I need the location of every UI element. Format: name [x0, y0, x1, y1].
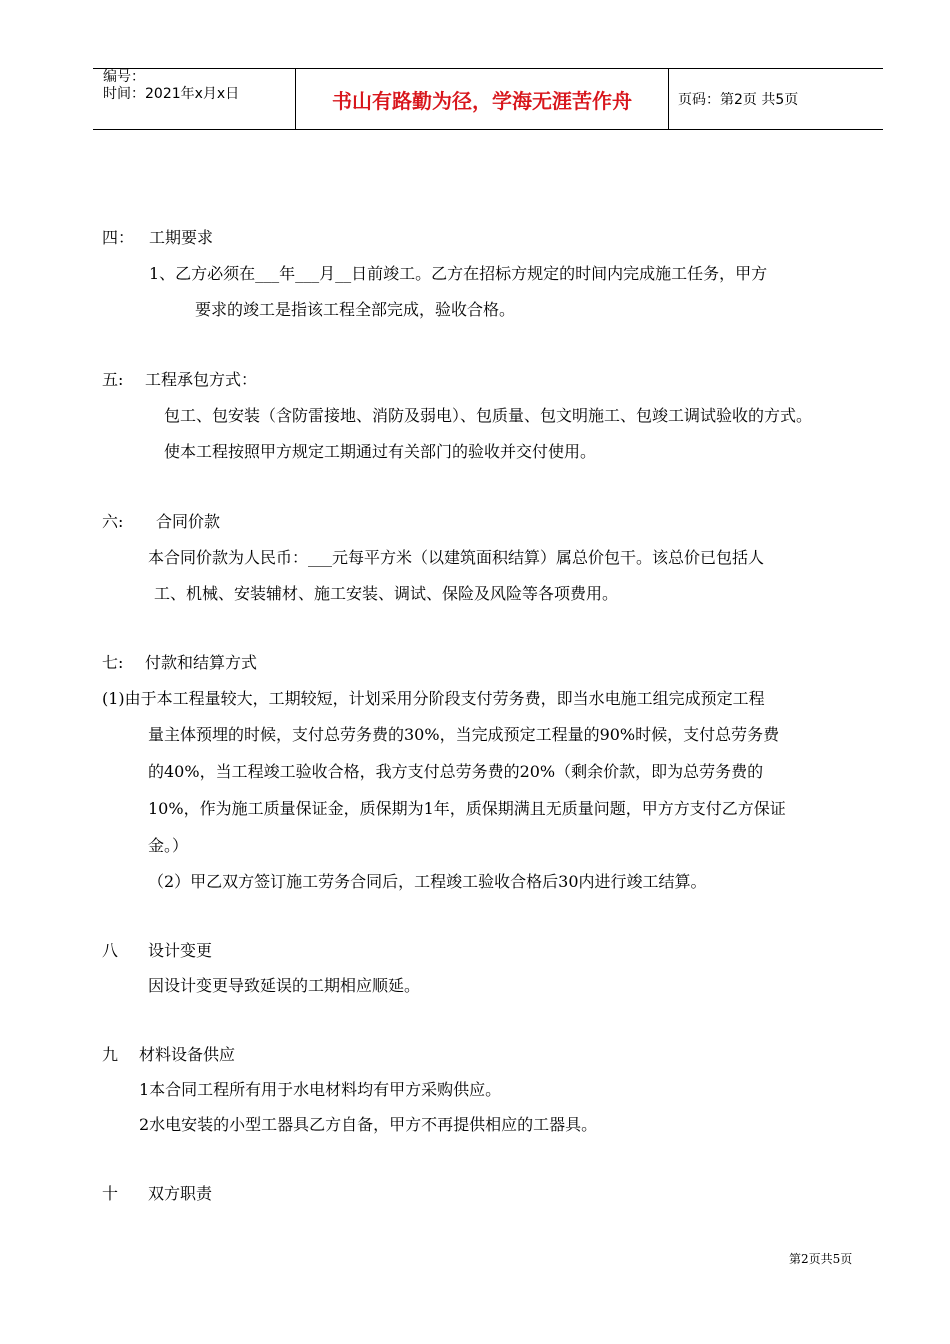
- header-serial: 编号：: [103, 69, 145, 85]
- section-4-heading: 工期要求: [149, 228, 214, 247]
- section-5-line-1: 包工、包安装（含防雷接地、消防及弱电）、包质量、包文明施工、包竣工调试验收的方式。: [164, 406, 813, 425]
- section-7-line-1: (1)由于本工程量较大，工期较短，计划采用分阶段支付劳务费，即当水电施工组完成预定工程: [102, 689, 765, 708]
- section-7-line-5: 金。）: [148, 836, 189, 855]
- section-7-heading: 付款和结算方式: [145, 653, 258, 672]
- section-10-number: 十: [102, 1184, 119, 1203]
- section-9-heading: 材料设备供应: [139, 1045, 236, 1064]
- section-5-line-2: 使本工程按照甲方规定工期通过有关部门的验收并交付使用。: [164, 442, 597, 461]
- section-6-heading: 合同价款: [156, 512, 221, 531]
- header-time: 时间：2021年x月x日: [103, 86, 240, 102]
- section-5-heading: 工程承包方式：: [145, 370, 258, 389]
- section-10-heading: 双方职责: [148, 1184, 213, 1203]
- section-7-line-2: 量主体预埋的时候，支付总劳务费的30%，当完成预定工程量的90%时候，支付总劳务费: [148, 725, 780, 744]
- section-7-line-6: （2）甲乙双方签订施工劳务合同后，工程竣工验收合格后30内进行竣工结算。: [148, 872, 707, 891]
- header-divider-right: [668, 69, 669, 129]
- section-6-line-1: 本合同价款为人民币：___元每平方米（以建筑面积结算）属总价包干。该总价已包括人: [148, 548, 765, 567]
- section-9-line-1: 1本合同工程所有用于水电材料均有甲方采购供应。: [139, 1080, 502, 1099]
- section-7-number: 七:: [102, 653, 124, 672]
- page-header: [93, 68, 883, 130]
- section-4-line-2: 要求的竣工是指该工程全部完成，验收合格。: [195, 300, 516, 319]
- section-9-number: 九: [102, 1045, 119, 1064]
- section-7-line-3: 的40%，当工程竣工验收合格，我方支付总劳务费的20%（剩余价款，即为总劳务费的: [148, 762, 764, 781]
- section-8-number: 八: [102, 941, 119, 960]
- section-8-heading: 设计变更: [148, 941, 213, 960]
- section-7-line-4: 10%，作为施工质量保证金，质保期为1年，质保期满且无质量问题，甲方方支付乙方保证: [148, 799, 786, 818]
- section-6-line-2: 工、机械、安装辅材、施工安装、调试、保险及风险等各项费用。: [154, 584, 619, 603]
- section-5-number: 五:: [102, 370, 124, 389]
- section-4-number: 四：: [102, 228, 135, 247]
- section-6-number: 六:: [102, 512, 124, 531]
- footer-page-number: 第2页共5页: [789, 1252, 853, 1266]
- header-slogan: 书山有路勤为径，学海无涯苦作舟: [332, 88, 632, 113]
- header-meta: [103, 69, 293, 103]
- section-8-line-1: 因设计变更导致延误的工期相应顺延。: [148, 976, 421, 995]
- section-4-line-1: 1、乙方必须在___年___月__日前竣工。乙方在招标方规定的时间内完成施工任务，甲方: [149, 264, 768, 283]
- header-page-number: 页码：第2页 共5页: [678, 92, 799, 108]
- section-9-line-2: 2水电安装的小型工器具乙方自备，甲方不再提供相应的工器具。: [139, 1115, 598, 1134]
